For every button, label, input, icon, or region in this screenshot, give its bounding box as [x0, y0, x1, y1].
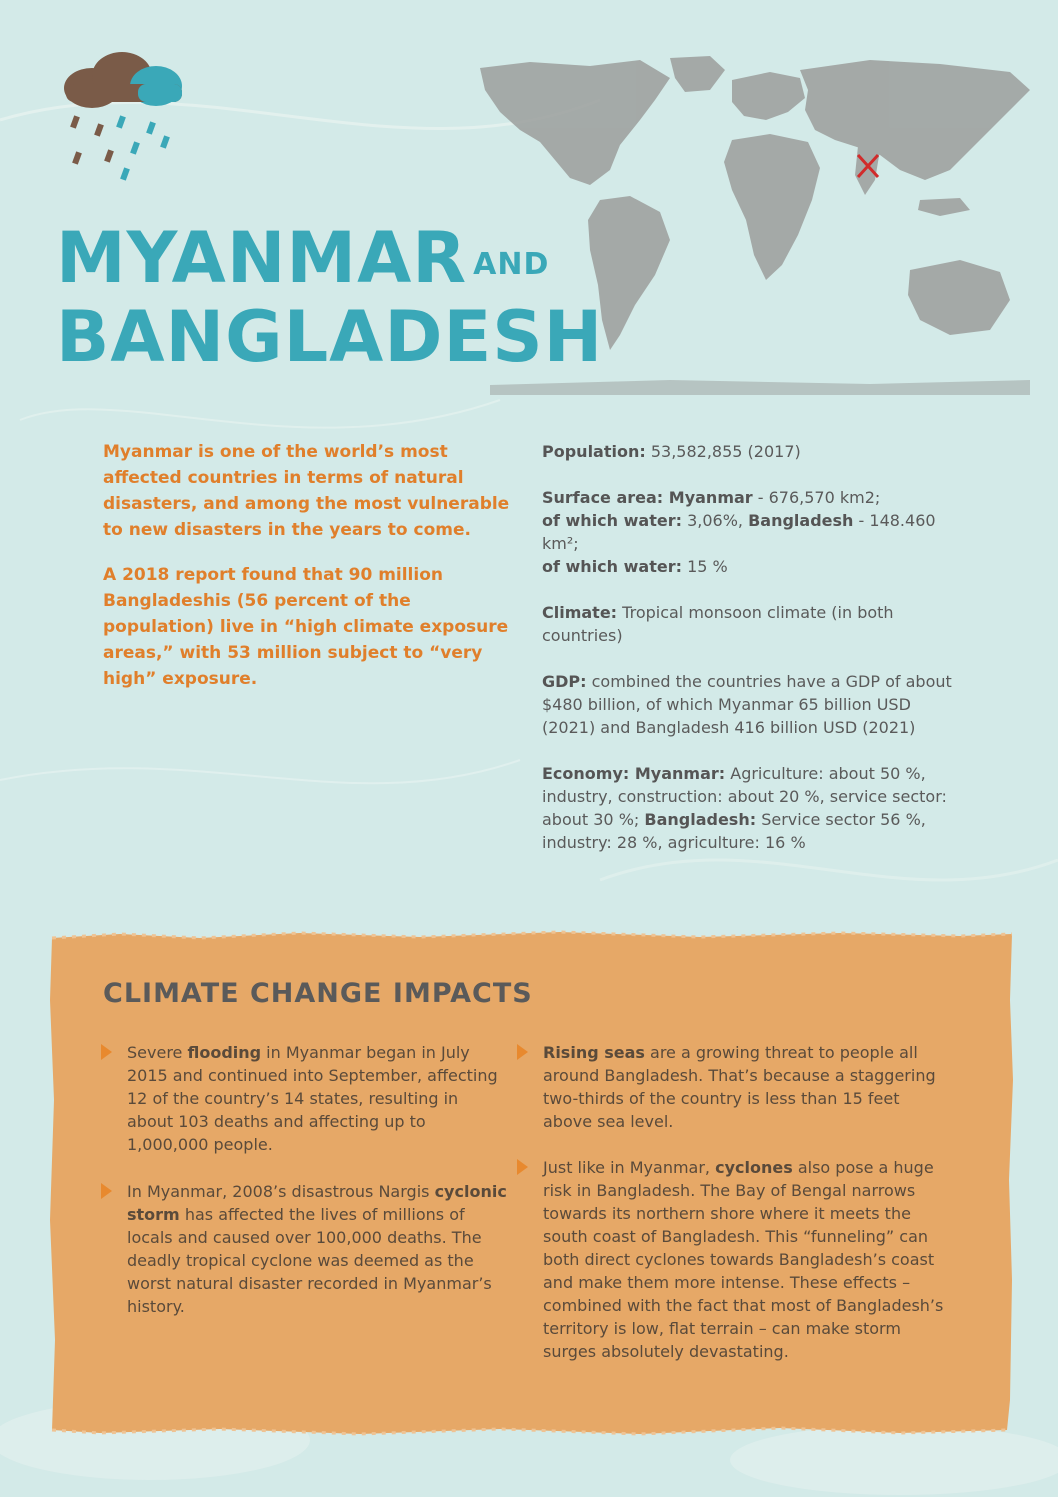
impact-bullet-rising-seas: Rising seas are a growing threat to people all around Bangladesh. That’s because a staggering two-thirds of the country is less than 15 feet above sea level. — [543, 1041, 953, 1133]
intro-paragraph-1: Myanmar is one of the world’s most affected countries in terms of natural disasters, and among the most vulnerable to new disasters in the years to come. — [103, 442, 510, 540]
title-line-1: MYANMAR — [56, 217, 468, 299]
title-line-2: BANGLADESH — [56, 296, 604, 378]
fact-climate: Climate: Tropical monsoon climate (in both countries) — [542, 603, 894, 645]
impact-bullet-flooding: Severe flooding in Myanmar began in July 2015 and continued into September, affecting 12 of the country’s 14 states, resulting in about 103 deaths and affecting up to 1,000,000 people. — [127, 1041, 507, 1156]
rain-cloud-icon — [52, 50, 188, 190]
bullet-arrow-icon — [517, 1044, 528, 1060]
country-facts — [542, 440, 962, 877]
fact-economy: Economy: Myanmar: Agriculture: about 50 %, industry, construction: about 20 %, service sector: about 30 %; Bangladesh: Service sector 56 %, industry: 28 %, agriculture: 16 % — [542, 764, 947, 852]
intro-paragraph-2: A 2018 report found that 90 million Bangladeshis (56 percent of the population) live in “high climate exposure areas,” with 53 million subject to “very high” exposure. — [103, 565, 509, 689]
fact-gdp: GDP: combined the countries have a GDP of about $480 billion, of which Myanmar 65 billion USD (2021) and Bangladesh 416 billion USD (2021) — [542, 672, 952, 737]
page-title — [56, 217, 604, 378]
bullet-arrow-icon — [517, 1159, 528, 1175]
impact-bullet-cyclonic-storm: In Myanmar, 2008’s disastrous Nargis cyclonic storm has affected the lives of millions of locals and caused over 100,000 deaths. The deadly tropical cyclone was deemed as the worst natural disaster recorded in Myanmar’s history. — [127, 1180, 507, 1318]
bullet-arrow-icon — [101, 1044, 112, 1060]
title-connector: AND — [473, 247, 550, 282]
fact-surface-area: Surface area: Myanmar - 676,570 km2; of which water: 3,06%, Bangladesh - 148.460 km²; of which water: 15 % — [542, 488, 936, 576]
fact-population: Population: 53,582,855 (2017) — [542, 442, 801, 461]
impact-bullet-cyclones: Just like in Myanmar, cyclones also pose a huge risk in Bangladesh. The Bay of Bengal narrows towards its northern shore where it meets the south coast of Bangladesh. This “funneling” can both direct cyclones towards Bangladesh’s coast and make them more intense. These effects – combined with the fact that most of Bangladesh’s territory is low, flat terrain – can make storm surges absolutely devastating. — [543, 1156, 953, 1363]
impacts-heading: CLIMATE CHANGE IMPACTS — [103, 978, 533, 1009]
bullet-arrow-icon — [101, 1183, 112, 1199]
